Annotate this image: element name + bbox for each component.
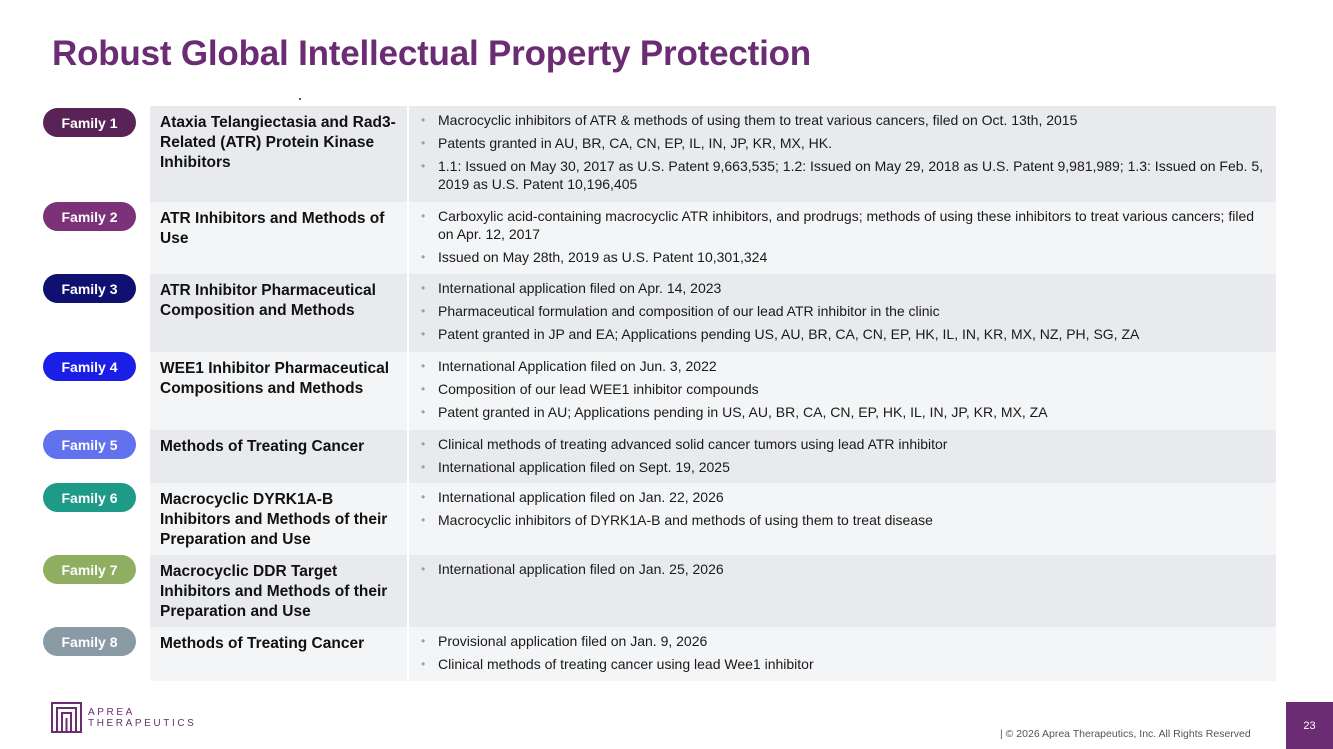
family-title: ATR Inhibitors and Methods of Use — [150, 202, 407, 274]
copyright-footer: | © 2026 Aprea Therapeutics, Inc. All Rights Reserved — [1000, 728, 1251, 740]
family-details — [409, 627, 1276, 681]
bullet-item: • Clinical methods of treating cancer using lead Wee1 inhibitor — [421, 655, 1264, 673]
bullet-list — [421, 488, 1264, 529]
bullet-item: • Provisional application filed on Jan. 9, 2026 — [421, 632, 1264, 650]
bullet-list — [421, 632, 1264, 673]
bullet-item: • Patent granted in JP and EA; Applications pending US, AU, BR, CA, CN, EP, HK, IL, IN, KR, MX, NZ, PH, SG, ZA — [421, 325, 1264, 343]
bullet-item: • International application filed on Apr. 14, 2023 — [421, 279, 1264, 297]
bullet-item: • 1.1: Issued on May 30, 2017 as U.S. Patent 9,663,535; 1.2: Issued on May 29, 2018 as U.S. Patent 9,981,989; 1.3: Issued on Feb. 5, 2019 as U.S. Patent 10,196,405 — [421, 157, 1264, 193]
family-badge: Family 3 — [43, 274, 136, 303]
family-badge: Family 4 — [43, 352, 136, 381]
bullet-item: • International application filed on Jan. 25, 2026 — [421, 560, 1264, 578]
bullet-list — [421, 560, 1264, 578]
family-details — [409, 202, 1276, 274]
bullet-item: • Patents granted in AU, BR, CA, CN, EP, IL, IN, JP, KR, MX, HK. — [421, 134, 1264, 152]
page-number: 23 — [1286, 702, 1333, 749]
family-row — [0, 483, 1333, 555]
bullet-item: • Issued on May 28th, 2019 as U.S. Patent 10,301,324 — [421, 248, 1264, 266]
aprea-logo-icon — [51, 702, 82, 733]
bullet-item: • International application filed on Jan. 22, 2026 — [421, 488, 1264, 506]
family-details — [409, 352, 1276, 430]
company-logo — [51, 702, 196, 733]
family-badge: Family 1 — [43, 108, 136, 137]
family-details — [409, 430, 1276, 483]
family-badge: Family 8 — [43, 627, 136, 656]
bullet-item: • International Application filed on Jun. 3, 2022 — [421, 357, 1264, 375]
family-badge: Family 6 — [43, 483, 136, 512]
family-title: WEE1 Inhibitor Pharmaceutical Compositions and Methods — [150, 352, 407, 430]
family-row — [0, 555, 1333, 627]
family-title: Macrocyclic DYRK1A-B Inhibitors and Methods of their Preparation and Use — [150, 483, 407, 555]
family-row — [0, 106, 1333, 202]
family-badge: Family 5 — [43, 430, 136, 459]
family-row — [0, 430, 1333, 483]
family-badge: Family 2 — [43, 202, 136, 231]
family-title: Macrocyclic DDR Target Inhibitors and Methods of their Preparation and Use — [150, 555, 407, 627]
page-title: Robust Global Intellectual Property Protection — [52, 34, 811, 73]
family-row — [0, 352, 1333, 430]
family-badge: Family 7 — [43, 555, 136, 584]
family-row — [0, 627, 1333, 681]
bullet-item: • Carboxylic acid-containing macrocyclic ATR inhibitors, and prodrugs; methods of using these inhibitors to treat various cancers; filed on Apr. 12, 2017 — [421, 207, 1264, 243]
bullet-item: • International application filed on Sept. 19, 2025 — [421, 458, 1264, 476]
family-title: Methods of Treating Cancer — [150, 627, 407, 681]
family-details — [409, 483, 1276, 555]
logo-wordmark — [88, 707, 196, 729]
family-details — [409, 274, 1276, 352]
bullet-item: • Clinical methods of treating advanced solid cancer tumors using lead ATR inhibitor — [421, 435, 1264, 453]
bullet-item: • Composition of our lead WEE1 inhibitor compounds — [421, 380, 1264, 398]
family-details — [409, 555, 1276, 627]
bullet-list — [421, 279, 1264, 343]
bullet-list — [421, 111, 1264, 193]
stray-dot — [299, 98, 301, 100]
family-title: Ataxia Telangiectasia and Rad3-Related (ATR) Protein Kinase Inhibitors — [150, 106, 407, 202]
bullet-list — [421, 357, 1264, 421]
family-row — [0, 274, 1333, 352]
family-row — [0, 202, 1333, 274]
bullet-item: • Macrocyclic inhibitors of DYRK1A-B and methods of using them to treat disease — [421, 511, 1264, 529]
family-title: ATR Inhibitor Pharmaceutical Composition and Methods — [150, 274, 407, 352]
family-title: Methods of Treating Cancer — [150, 430, 407, 483]
bullet-item: • Pharmaceutical formulation and composition of our lead ATR inhibitor in the clinic — [421, 302, 1264, 320]
logo-line-1: APREA — [88, 706, 135, 718]
logo-line-2: THERAPEUTICS — [88, 717, 197, 729]
family-details — [409, 106, 1276, 202]
bullet-item: • Macrocyclic inhibitors of ATR & methods of using them to treat various cancers, filed on Oct. 13th, 2015 — [421, 111, 1264, 129]
bullet-list — [421, 207, 1264, 266]
bullet-list — [421, 435, 1264, 476]
bullet-item: • Patent granted in AU; Applications pending in US, AU, BR, CA, CN, EP, HK, IL, IN, JP, KR, MX, ZA — [421, 403, 1264, 421]
